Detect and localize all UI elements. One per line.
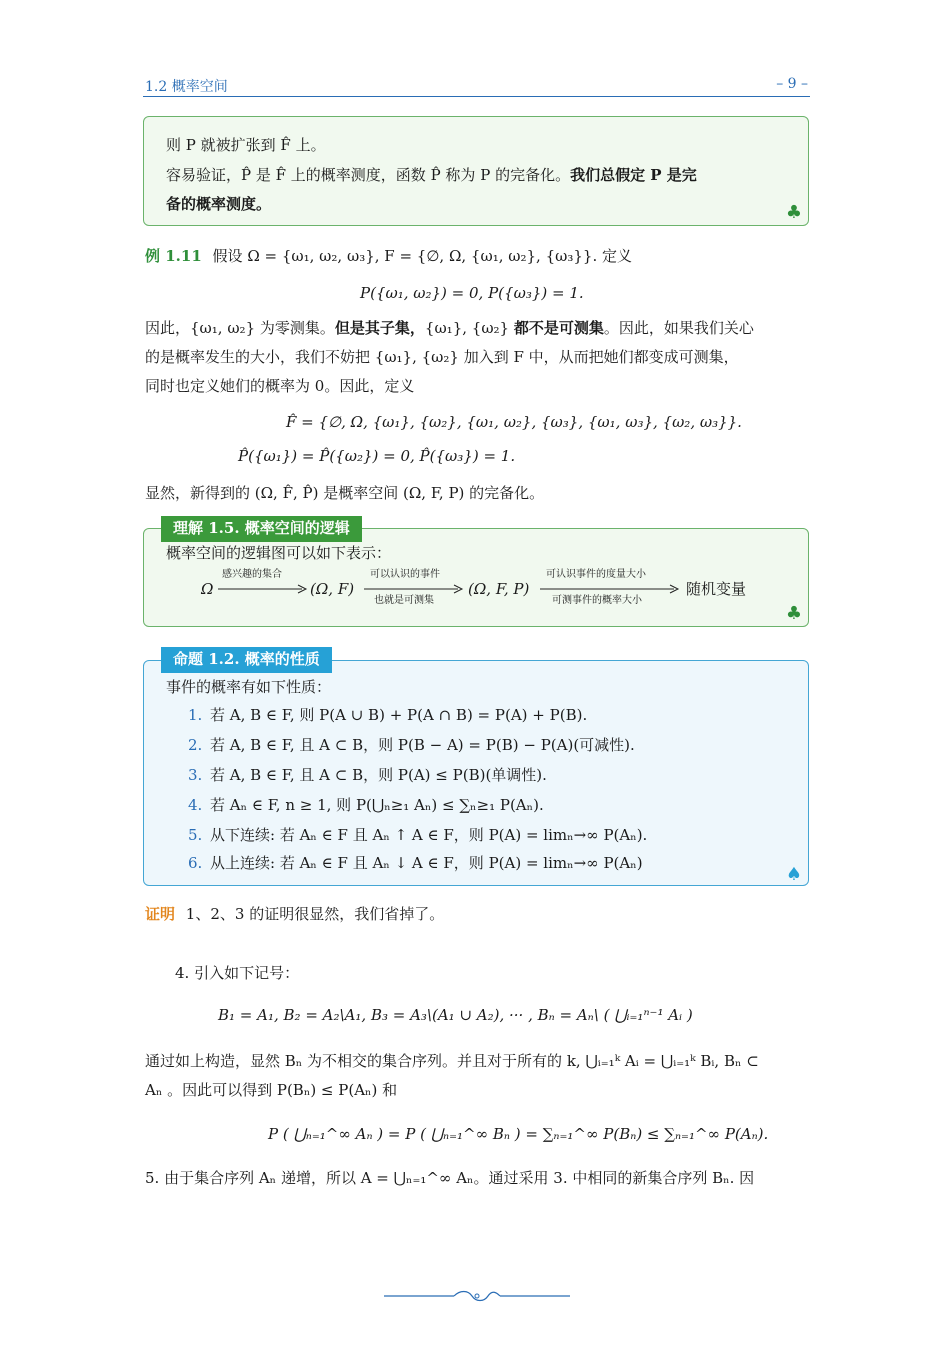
equation-3: P̂({ω₁}) = P̂({ω₂}) = 0, P̂({ω₃}) = 1. [238, 447, 516, 465]
equation-2: F̂ = {∅, Ω, {ω₁}, {ω₂}, {ω₁, ω₂}, {ω₃}, {ω₁, ω₃}, {ω₂, ω₃}}. [286, 413, 742, 431]
equation-b-definition: B₁ = A₁, B₂ = A₂\A₁, B₃ = A₃\(A₁ ∪ A₂), ··· , Bₙ = Aₙ\ ( ⋃ᵢ₌₁ⁿ⁻¹ Aᵢ ) [218, 1006, 693, 1024]
page-number: – 9 – [776, 76, 808, 92]
item-number: 3. [188, 766, 203, 784]
para-1-c: {ω₁}, {ω₂} [424, 319, 514, 337]
para-1-d: 都不是可测集 [513, 319, 604, 337]
footer-ornament [384, 1289, 570, 1303]
arrow-3 [540, 584, 680, 594]
club-icon: ♣ [785, 202, 802, 223]
proof-label: 证明 [145, 905, 176, 923]
node-omega: Ω [201, 580, 214, 598]
example-para-3: 同时也定义她们的概率为 0。因此，定义 [145, 377, 415, 395]
arrow-2-bottom-label: 也就是可测集 [374, 595, 434, 606]
arrow-1 [218, 584, 308, 594]
equation-countable-subadditivity: P ( ⋃ₙ₌₁^∞ Aₙ ) = P ( ⋃ₙ₌₁^∞ Bₙ ) = ∑ₙ₌₁^∞ P(Bₙ) ≤ ∑ₙ₌₁^∞ P(Aₙ). [268, 1125, 769, 1143]
property-item-1 [188, 705, 587, 725]
example-text: 假设 Ω = {ω₁, ω₂, ω₃}, F = {∅, Ω, {ω₁, ω₂}, {ω₃}}. 定义 [212, 247, 632, 265]
equation-1: P({ω₁, ω₂}) = 0, P({ω₃}) = 1. [360, 284, 584, 302]
box-line-2 [166, 165, 697, 185]
page-header [143, 74, 810, 97]
property-item-4 [188, 795, 544, 815]
arrow-3-bottom-label: 可测事件的概率大小 [552, 595, 642, 606]
item-text: 若 A, B ∈ F, 则 P(A ∪ B) + P(A ∩ B) = P(A) + P(B). [210, 706, 588, 724]
node-probability-space: (Ω, F, P) [468, 580, 530, 598]
understanding-tag: 理解 1.5. 概率空间的逻辑 [161, 516, 362, 542]
item-number: 1. [188, 706, 203, 724]
definition-box-continued [143, 116, 809, 226]
arrow-2-top-label: 可以认识的事件 [370, 569, 440, 580]
item-number: 4. [188, 796, 203, 814]
item-text: 从下连续: 若 Aₙ ∈ F 且 Aₙ ↑ A ∈ F，则 P(A) = limₙ→∞ P(Aₙ). [210, 826, 648, 844]
proof-para-7: 5. 由于集合序列 Aₙ 递增，所以 A = ⋃ₙ₌₁^∞ Aₙ。通过采用 3. 中相同的新集合序列 Bₙ. 因 [145, 1169, 755, 1187]
example-para-4: 显然，新得到的 (Ω, F̂, P̂) 是概率空间 (Ω, F, P) 的完备化。 [145, 484, 545, 502]
node-measurable-space: (Ω, F) [310, 580, 355, 598]
property-item-2 [188, 735, 635, 755]
understanding-box [143, 528, 809, 627]
proposition-box [143, 660, 809, 886]
item-number: 5. [188, 826, 203, 844]
proof-item-4-intro: 4. 引入如下记号： [175, 964, 300, 982]
item-number: 2. [188, 736, 203, 754]
proof-text: 1、2、3 的证明很显然，我们省掉了。 [185, 905, 445, 923]
box-line-2-text: 容易验证，P̂ 是 F̂ 上的概率测度，函数 P̂ 称为 P 的完备化。 [166, 166, 571, 184]
proposition-intro: 事件的概率有如下性质： [166, 678, 332, 696]
arrow-1-label: 感兴趣的集合 [222, 569, 282, 580]
para-1-b: 但是其子集， [334, 319, 425, 337]
item-text: 若 A, B ∈ F, 且 A ⊂ B，则 P(A) ≤ P(B)(单调性). [210, 766, 547, 784]
proof-line [145, 904, 444, 924]
property-item-3 [188, 765, 547, 785]
item-text: 若 Aₙ ∈ F, n ≥ 1, 则 P(⋃ₙ≥₁ Aₙ) ≤ ∑ₙ≥₁ P(Aₙ). [210, 796, 544, 814]
proof-para-6: Aₙ 。因此可以得到 P(Bₙ) ≤ P(Aₙ) 和 [145, 1081, 398, 1099]
item-text: 若 A, B ∈ F, 且 A ⊂ B，则 P(B − A) = P(B) − P(A)(可减性). [210, 736, 635, 754]
proposition-tag: 命题 1.2. 概率的性质 [161, 647, 332, 673]
item-number: 6. [188, 854, 203, 872]
para-1-a: 因此，{ω₁, ω₂} 为零测集。 [145, 319, 335, 337]
property-item-6 [188, 853, 643, 873]
para-1-e: 。因此，如果我们关心 [603, 319, 754, 337]
example-para-2: 的是概率发生的大小，我们不妨把 {ω₁}, {ω₂} 加入到 F 中，从而把她们都变成可测集， [145, 348, 739, 366]
example-label: 例 1.11 [145, 247, 202, 265]
section-title: 1.2 概率空间 [145, 79, 228, 95]
spade-icon: ♠ [785, 864, 802, 885]
understanding-intro: 概率空间的逻辑图可以如下表示： [166, 544, 392, 562]
box-line-3: 备的概率测度。 [166, 195, 272, 213]
item-text: 从上连续: 若 Aₙ ∈ F 且 Aₙ ↓ A ∈ F，则 P(A) = limₙ→∞ P(Aₙ) [210, 854, 643, 872]
property-item-5 [188, 825, 647, 845]
node-random-variable: 随机变量 [686, 580, 747, 598]
example-header [145, 246, 632, 266]
box-line-1: 则 P 就被扩张到 F̂ 上。 [166, 136, 326, 154]
proof-para-5: 通过如上构造，显然 Bₙ 为不相交的集合序列。并且对于所有的 k, ⋃ᵢ₌₁ᵏ Aᵢ = ⋃ᵢ₌₁ᵏ Bᵢ, Bₙ ⊂ [145, 1052, 759, 1070]
club-icon: ♣ [785, 603, 802, 624]
logic-diagram [144, 567, 808, 615]
arrow-2 [364, 584, 464, 594]
arrow-3-top-label: 可认识事件的度量大小 [546, 569, 646, 580]
example-para-1 [145, 318, 754, 338]
box-line-2-bold: 我们总假定 P 是完 [570, 166, 697, 184]
